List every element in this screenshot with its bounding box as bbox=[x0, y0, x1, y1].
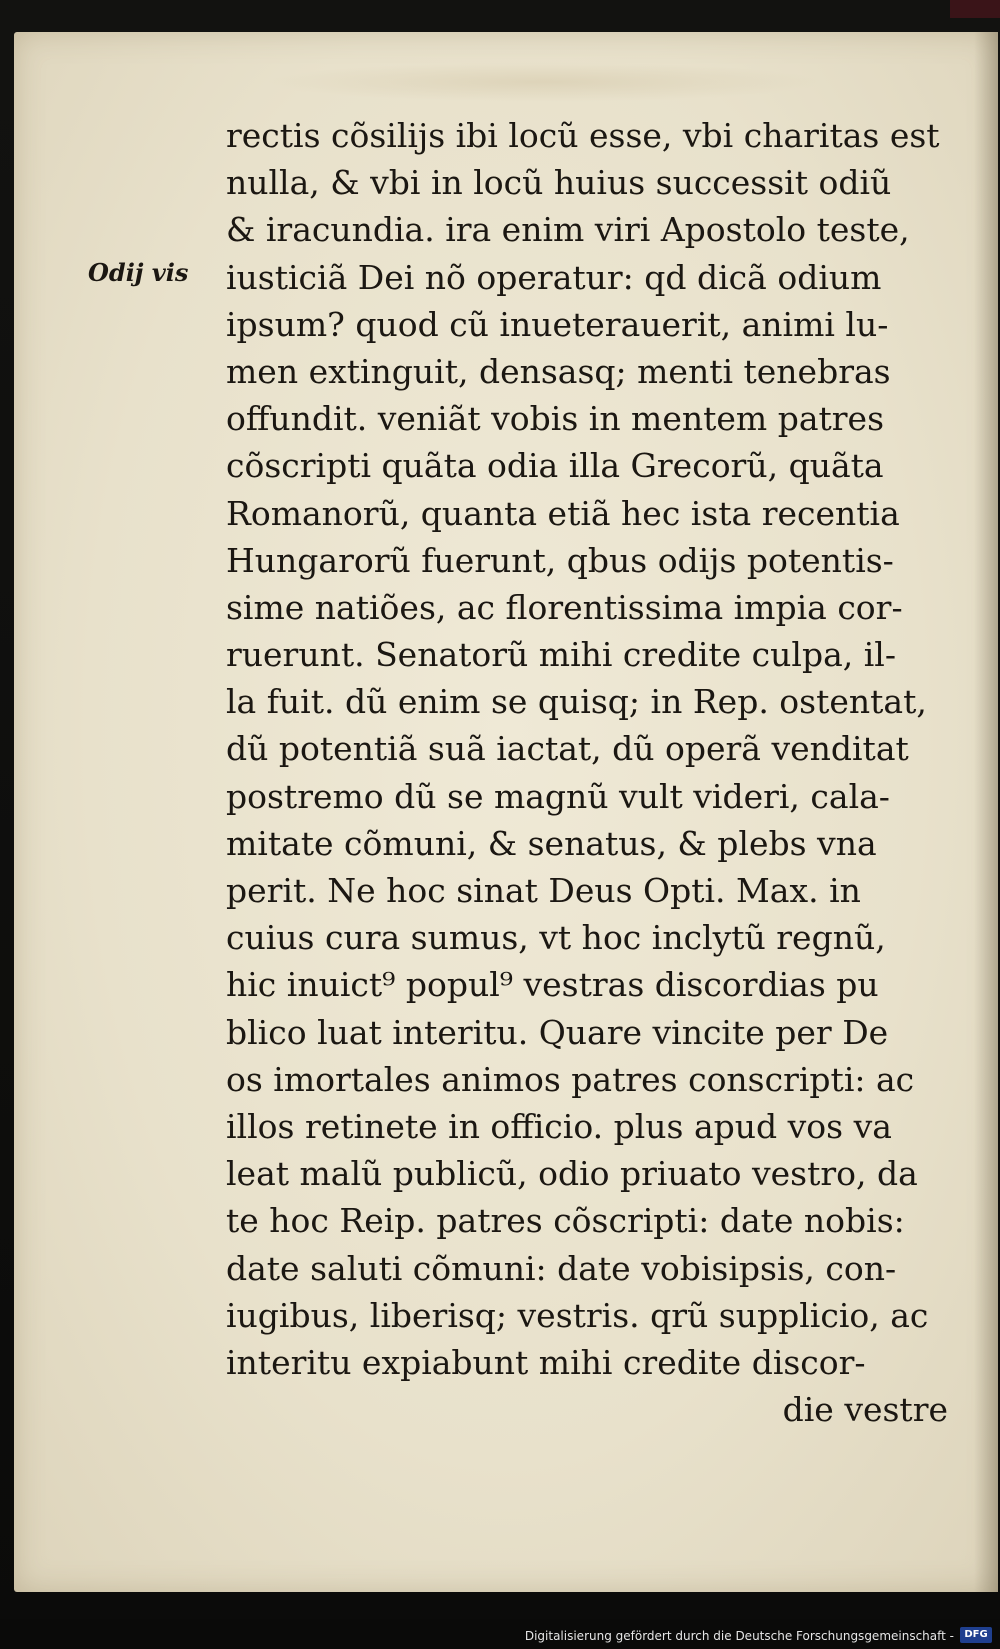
text-line: cõscripti quãta odia illa Grecorũ, quãta bbox=[226, 446, 884, 486]
text-line: leat malũ publicũ, odio priuato vestro, da bbox=[226, 1154, 918, 1194]
corner-mark bbox=[950, 0, 1000, 18]
page-text bbox=[226, 112, 956, 1433]
page-edge-shadow bbox=[974, 32, 998, 1592]
text-line: ipsum? quod cũ inueterauerit, animi lu- bbox=[226, 304, 889, 344]
text-line: mitate cõmuni, & senatus, & plebs vna bbox=[226, 823, 877, 863]
footer-bar bbox=[0, 1619, 1000, 1649]
text-line: Hungarorũ fuerunt, qbus odijs potentis- bbox=[226, 540, 894, 580]
text-line: sime natiões, ac florentissima impia cor- bbox=[226, 587, 903, 627]
text-line: illos retinete in officio. plus apud vos va bbox=[226, 1106, 892, 1146]
funding-credit: Digitalisierung gefördert durch die Deutsche Forschungsgemeinschaft - bbox=[524, 1629, 954, 1643]
text-line: & iracundia. ira enim viri Apostolo teste, bbox=[226, 210, 910, 250]
text-line: hic inuict⁹ popul⁹ vestras discordias pu bbox=[226, 965, 879, 1005]
bleed-through-shadow bbox=[264, 62, 824, 102]
text-line: men extinguit, densasq; menti tenebras bbox=[226, 351, 891, 391]
text-line: te hoc Reip. patres cõscripti: date nobis: bbox=[226, 1201, 905, 1241]
text-line: dũ potentiã suã iactat, dũ operã venditat bbox=[226, 729, 909, 769]
marginal-note: Odij vis bbox=[88, 258, 189, 287]
catchword-line: die vestre bbox=[782, 1390, 948, 1430]
text-line: ruerunt. Senatorũ mihi credite culpa, il- bbox=[226, 635, 897, 675]
text-line: la fuit. dũ enim se quisq; in Rep. ostentat, bbox=[226, 682, 927, 722]
text-line: Romanorũ, quanta etiã hec ista recentia bbox=[226, 493, 900, 533]
dfg-logo-icon: DFG bbox=[960, 1627, 992, 1643]
text-line: cuius cura sumus, vt hoc inclytũ regnũ, bbox=[226, 918, 886, 958]
text-line: rectis cõsilijs ibi locũ esse, vbi charitas est bbox=[226, 116, 940, 155]
text-line: os imortales animos patres conscripti: ac bbox=[226, 1059, 915, 1099]
text-line: iugibus, liberisq; vestris. qrũ supplicio, ac bbox=[226, 1295, 929, 1335]
text-line: iusticiã Dei nõ operatur: qd dicã odium bbox=[226, 257, 882, 297]
text-line: perit. Ne hoc sinat Deus Opti. Max. in bbox=[226, 871, 861, 910]
text-line: offundit. veniãt vobis in mentem patres bbox=[226, 399, 885, 439]
text-line: nulla, & vbi in locũ huius successit odiũ bbox=[226, 163, 892, 203]
text-line: blico luat interitu. Quare vincite per De bbox=[226, 1012, 889, 1052]
text-line: date saluti cõmuni: date vobisipsis, con- bbox=[226, 1248, 897, 1288]
text-line: postremo dũ se magnũ vult videri, cala- bbox=[226, 776, 890, 816]
text-line: interitu expiabunt mihi credite discor- bbox=[226, 1342, 866, 1382]
